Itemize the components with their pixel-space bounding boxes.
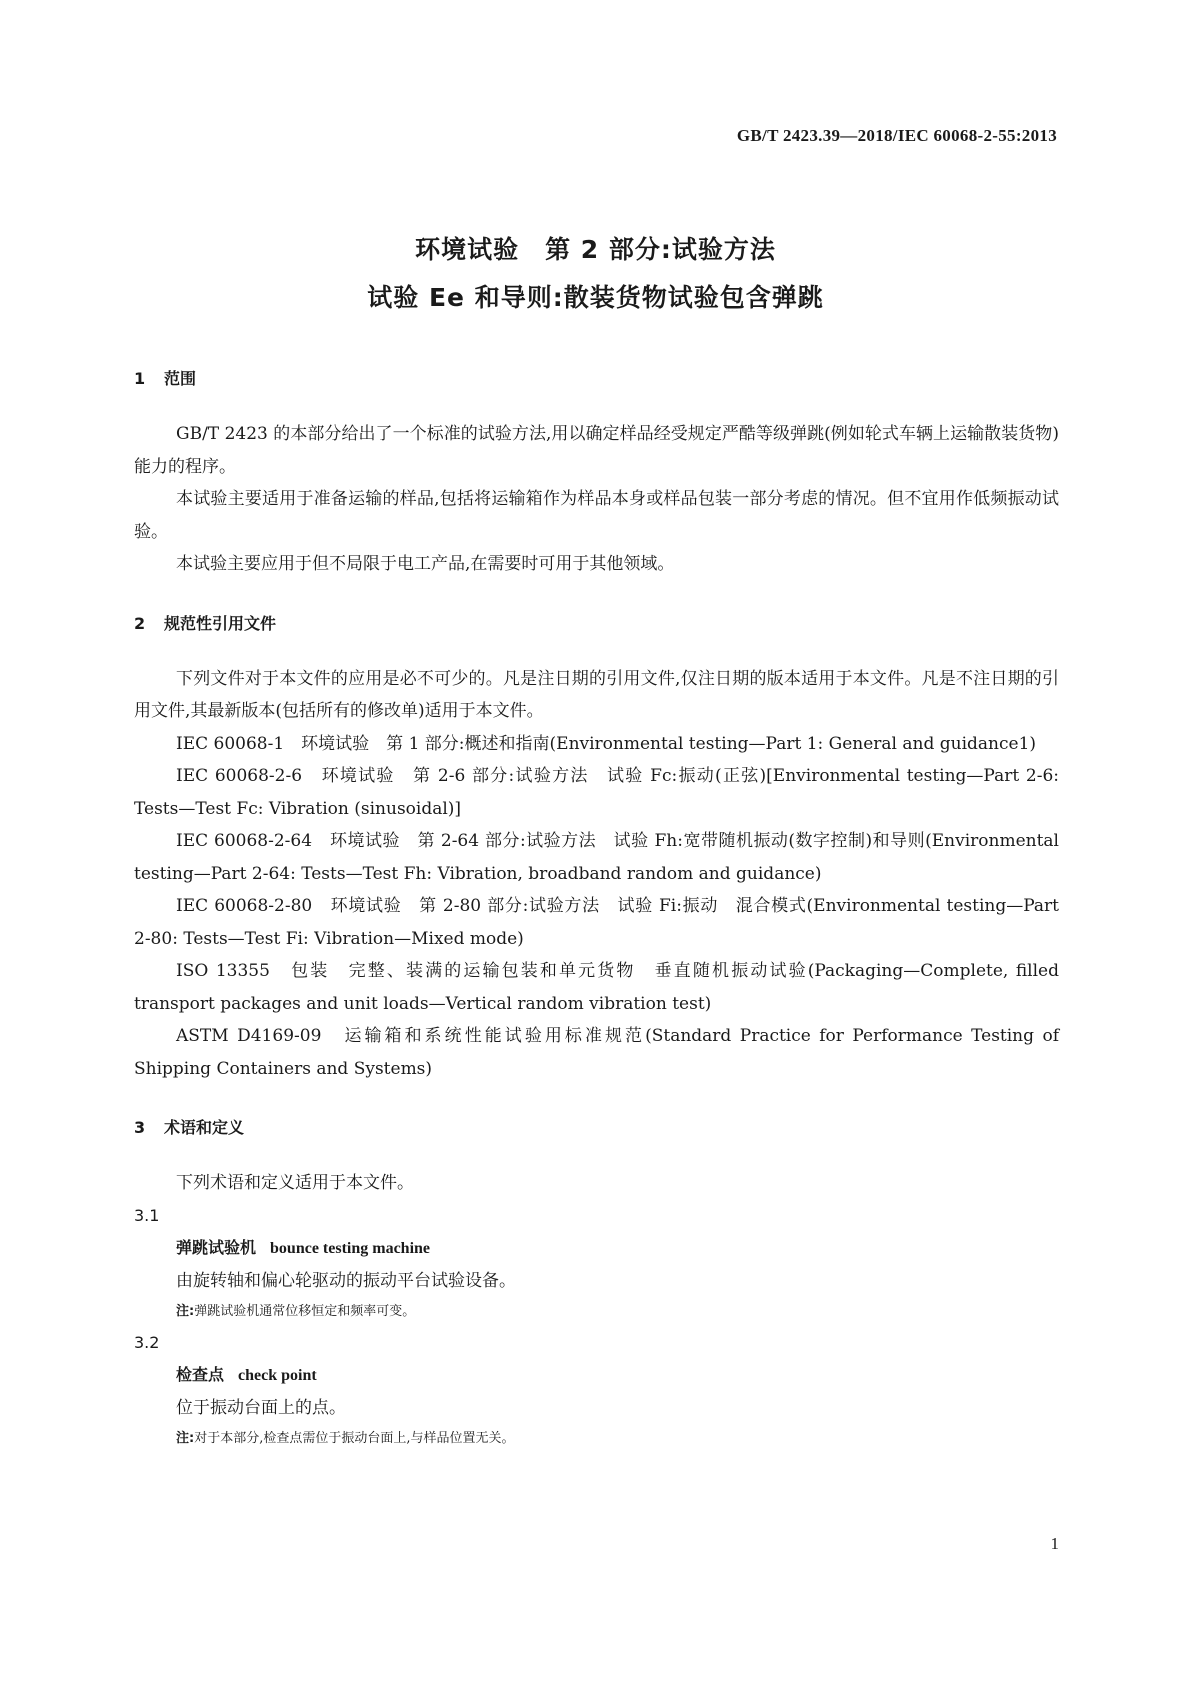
terms-intro: 下列术语和定义适用于本文件。 — [176, 1173, 414, 1193]
term-definition: 由旋转轴和偏心轮驱动的振动平台试验设备。 — [176, 1270, 516, 1291]
section-heading-scope — [134, 368, 1059, 390]
section-title: 术语和定义 — [164, 1118, 245, 1137]
reference-item: IEC 60068-1 环境试验 第 1 部分:概述和指南(Environmental testing—Part 1: General and guidance1) — [176, 733, 1037, 754]
title-line-2: 试验 Ee 和导则:散装货物试验包含弹跳 — [367, 283, 824, 312]
term-number: 3.1 — [134, 1205, 160, 1225]
section-number: 1 — [134, 369, 146, 388]
reference-item: ASTM D4169-09 运输箱和系统性能试验用标准规范(Standard Practice for Performance Testing of Shipping Containers and Systems) — [134, 1026, 1059, 1079]
reference-item: IEC 60068-2-80 环境试验 第 2-80 部分:试验方法 试验 Fi:振动 混合模式(Environmental testing—Part 2-80: Tests—Test Fi: Vibration—Mixed mode) — [134, 896, 1059, 949]
term-name-en: bounce testing machine — [270, 1239, 431, 1257]
page-number: 1 — [1050, 1534, 1059, 1553]
note-text: 弹跳试验机通常位移恒定和频率可变。 — [194, 1303, 416, 1319]
scope-paragraph: 本试验主要适用于准备运输的样品,包括将运输箱作为样品本身或样品包装一部分考虑的情况。但不宜用作低频振动试验。 — [134, 489, 1059, 542]
section-title: 范围 — [164, 369, 197, 388]
term-name — [176, 1232, 1059, 1265]
reference-item: IEC 60068-2-64 环境试验 第 2-64 部分:试验方法 试验 Fh:宽带随机振动(数字控制)和导则(Environmental testing—Part 2-64: Tests—Test Fh: Vibration, broadband random and guidance) — [134, 831, 1059, 884]
term-name-cn: 检查点 — [176, 1364, 225, 1384]
section-heading-references — [134, 613, 1059, 635]
term-entry — [134, 1327, 1059, 1454]
term-note — [176, 1297, 1059, 1327]
term-note — [176, 1424, 1059, 1454]
section-heading-terms — [134, 1117, 1059, 1139]
scope-paragraph: 本试验主要应用于但不局限于电工产品,在需要时可用于其他领域。 — [176, 554, 675, 574]
title-line-1: 环境试验 第 2 部分:试验方法 — [415, 235, 776, 264]
term-name-en: check point — [238, 1366, 317, 1384]
note-text: 对于本部分,检查点需位于振动台面上,与样品位置无关。 — [194, 1430, 515, 1446]
scope-paragraph: GB/T 2423 的本部分给出了一个标准的试验方法,用以确定样品经受规定严酷等级弹跳(例如轮式车辆上运输散装货物)能力的程序。 — [134, 424, 1059, 477]
term-entry — [134, 1200, 1059, 1327]
document-body — [134, 368, 1059, 1454]
document-title — [0, 226, 1191, 322]
section-title: 规范性引用文件 — [164, 613, 277, 633]
note-label: 注: — [176, 1430, 195, 1446]
standard-number: GB/T 2423.39—2018/IEC 60068-2-55:2013 — [736, 126, 1057, 145]
term-name — [176, 1359, 1059, 1392]
term-name-cn: 弹跳试验机 — [176, 1237, 257, 1257]
section-number: 2 — [134, 613, 146, 633]
reference-item: IEC 60068-2-6 环境试验 第 2-6 部分:试验方法 试验 Fc:振动(正弦)[Environmental testing—Part 2-6: Tests—Test Fc: Vibration (sinusoidal)] — [134, 766, 1059, 819]
term-number: 3.2 — [134, 1332, 160, 1352]
note-label: 注: — [176, 1303, 195, 1319]
reference-item: ISO 13355 包装 完整、装满的运输包装和单元货物 垂直随机振动试验(Packaging—Complete, filled transport packages and unit loads—Vertical random vibration test) — [134, 961, 1059, 1014]
references-intro: 下列文件对于本文件的应用是必不可少的。凡是注日期的引用文件,仅注日期的版本适用于本文件。凡是不注日期的引用文件,其最新版本(包括所有的修改单)适用于本文件。 — [134, 668, 1059, 721]
term-definition: 位于振动台面上的点。 — [176, 1397, 346, 1418]
section-number: 3 — [134, 1118, 146, 1137]
